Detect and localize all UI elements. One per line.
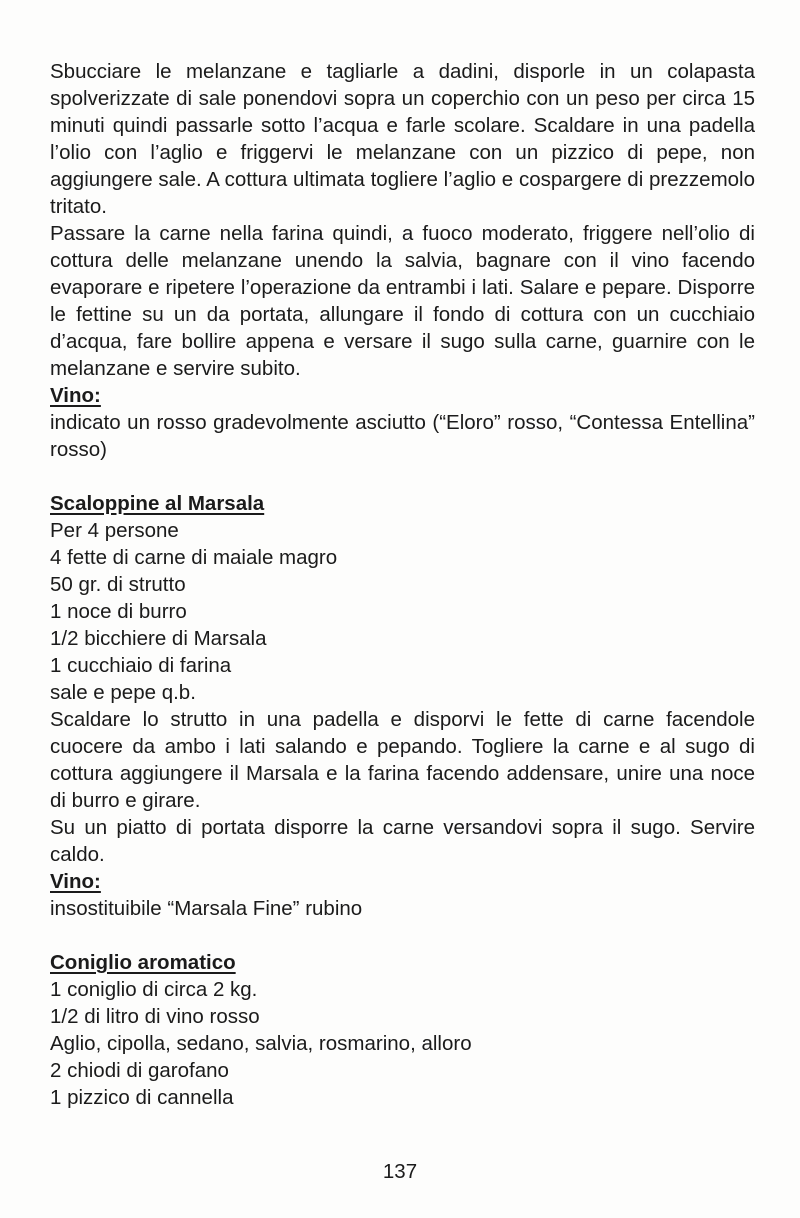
- wine-text: insostituibile “Marsala Fine” rubino: [50, 897, 363, 920]
- wine-text: indicato un rosso gradevolmente asciutto (“Eloro” rosso, “Contessa Entellina” rosso): [50, 411, 755, 461]
- page-number: 137: [382, 1160, 418, 1183]
- section-gap: [50, 922, 755, 949]
- ingredient-item: 1/2 bicchiere di Marsala: [50, 627, 267, 650]
- recipe-paragraph: Passare la carne nella farina quindi, a fuoco moderato, friggere nell’olio di cottura delle melanzane unendo la salvia, bagnare con il vino facendo evaporare e ripetere l’operazione da entrambi i lati. Salare e pepare. Disporre le fettine su un da portata, allungare il fondo di cottura con un cucchiaio d’acqua, fare bollire appena e versare il sugo sulla carne, guarnire con le melanzane e servire subito.: [50, 222, 755, 380]
- ingredient-item: 1 noce di burro: [50, 600, 187, 623]
- recipe-paragraph: Scaldare lo strutto in una padella e disporvi le fette di carne facendole cuocere da ambo i lati salando e pepando. Togliere la carne e al sugo di cottura aggiungere il Marsala e la farina facendo addensare, unire una noce di burro e girare.: [50, 708, 755, 812]
- recipe-title: Scaloppine al Marsala: [50, 492, 265, 515]
- ingredient-item: sale e pepe q.b.: [50, 681, 196, 704]
- ingredient-item: 50 gr. di strutto: [50, 573, 186, 596]
- wine-heading: Vino:: [50, 384, 101, 407]
- wine-heading: Vino:: [50, 870, 101, 893]
- section-gap: [50, 463, 755, 490]
- ingredient-item: 1 pizzico di cannella: [50, 1086, 234, 1109]
- ingredient-item: 1 cucchiaio di farina: [50, 654, 232, 677]
- ingredient-item: 2 chiodi di garofano: [50, 1059, 229, 1082]
- page-content: [50, 58, 755, 1111]
- recipe-paragraph: Su un piatto di portata disporre la carne versandovi sopra il sugo. Servire caldo.: [50, 816, 755, 866]
- recipe-title: Coniglio aromatico: [50, 951, 236, 974]
- ingredient-item: 4 fette di carne di maiale magro: [50, 546, 338, 569]
- ingredient-item: 1 coniglio di circa 2 kg.: [50, 978, 258, 1001]
- ingredient-item: Per 4 persone: [50, 519, 179, 542]
- ingredient-item: Aglio, cipolla, sedano, salvia, rosmarino, alloro: [50, 1032, 472, 1055]
- recipe-paragraph: Sbucciare le melanzane e tagliarle a dadini, disporle in un colapasta spolverizzate di sale ponendovi sopra un coperchio con un peso per circa 15 minuti quindi passarle sotto l’acqua e farle scolare. Scaldare in una padella l’olio con l’aglio e friggervi le melanzane con un pizzico di pepe, non aggiungere sale. A cottura ultimata togliere l’aglio e cospargere di prezzemolo tritato.: [50, 60, 755, 218]
- ingredient-item: 1/2 di litro di vino rosso: [50, 1005, 260, 1028]
